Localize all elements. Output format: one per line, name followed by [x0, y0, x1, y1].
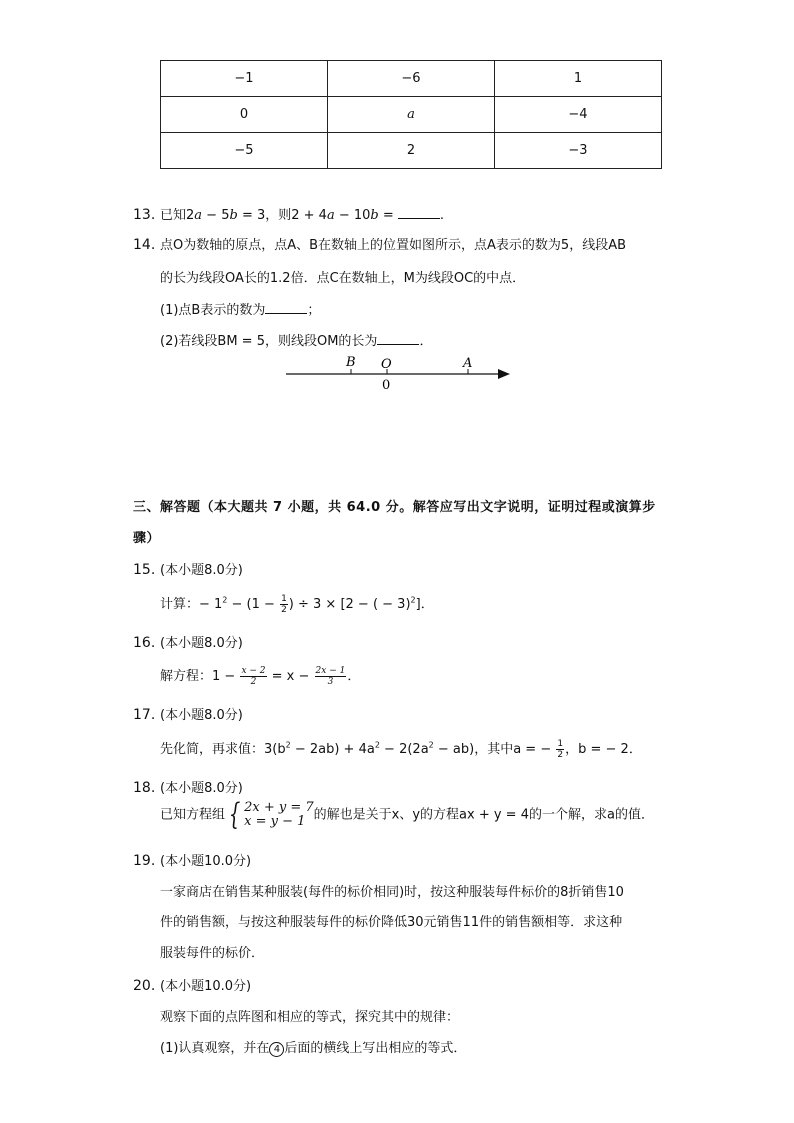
- arrow-head-icon: [498, 369, 510, 379]
- table-cell: 0: [161, 97, 328, 133]
- question-text: 一家商店在销售某种服装(每件的标价相同)时，按这种服装每件标价的8折销售10: [160, 885, 624, 900]
- table-row: [161, 133, 662, 169]
- question-13: 13. 已知2a − 5b = 3，则2 + 4a − 10b = .: [133, 207, 445, 223]
- section-heading-cont: 骤）: [133, 531, 161, 546]
- question-number: 13.: [133, 207, 156, 223]
- question-text: 观察下面的点阵图和相应的等式，探究其中的规律：: [160, 1010, 460, 1025]
- question-number: 15.: [133, 562, 156, 578]
- sub-question-1: (1)点B表示的数为 ；: [160, 303, 321, 318]
- table-cell: 1: [495, 61, 662, 97]
- score-label: (本小题8.0分): [160, 636, 243, 651]
- value-table: [160, 60, 662, 169]
- score-label: (本小题8.0分): [160, 708, 243, 723]
- question-20-header: [133, 975, 251, 994]
- score-label: (本小题10.0分): [160, 979, 252, 994]
- sub-question-2: (2)若线段BM = 5，则线段OM的长为 ．: [160, 334, 433, 349]
- point-label-b: B: [346, 355, 356, 370]
- question-text: 件的销售额，与按这种服装每件的标价降低30元销售11件的销售额相等．求这种: [160, 915, 623, 930]
- fraction: $\frac{x - 2}{2}$: [241, 666, 266, 687]
- sub-question-1: (1)认真观察，并在 4 后面的横线上写出相应的等式．: [160, 1041, 467, 1056]
- table-row: [161, 61, 662, 97]
- question-number: 17.: [133, 707, 156, 723]
- question-19-header: [133, 850, 251, 869]
- question-18-header: [133, 777, 243, 796]
- question-16-header: [133, 632, 243, 651]
- table-cell: a: [328, 97, 495, 133]
- table-cell: 2: [328, 133, 495, 169]
- score-label: (本小题8.0分): [160, 563, 243, 578]
- question-15-header: [133, 559, 243, 578]
- answer-blank[interactable]: [265, 301, 307, 314]
- table-cell: −1: [161, 61, 328, 97]
- question-16-body: 解方程：1 − $\frac{x - 2}{2}$ = x − $\frac{2x - 1}{3}$ ．: [160, 666, 361, 687]
- score-label: (本小题10.0分): [160, 854, 252, 869]
- question-number: 14.: [133, 237, 156, 253]
- question-text: 的长为线段OA长的1.2倍．点C在数轴上，M为线段OC的中点．: [160, 271, 526, 286]
- table-cell: −5: [161, 133, 328, 169]
- question-text: 服装每件的标价．: [160, 946, 265, 961]
- table-cell: −4: [495, 97, 662, 133]
- number-line-figure: [280, 352, 520, 394]
- brace-icon: {: [228, 797, 241, 832]
- score-label: (本小题8.0分): [160, 781, 243, 796]
- table-cell: −6: [328, 61, 495, 97]
- question-text: 点O为数轴的原点，点A、B在数轴上的位置如图所示，点A表示的数为5，线段AB: [160, 238, 627, 253]
- table-row: [161, 97, 662, 133]
- section-heading: 三、解答题（本大题共 7 小题，共 64.0 分。解答应写出文字说明，证明过程或演算步: [133, 500, 656, 515]
- question-17-body: 先化简，再求值：$3(b^2 - 2ab) + 4a^2 - 2(2a^2 - ab)$，其中a = − $\frac{1}{2}$ ，b = − 2．: [160, 739, 642, 760]
- circled-number-icon: 4: [269, 1042, 284, 1057]
- origin-label: 0: [382, 378, 391, 393]
- question-15-body: 计算：− $1^2 - (1$ − $\frac{1}{2}$ ) ÷ 3 × [2 − ( − 3)$^2$]．: [160, 594, 434, 615]
- question-number: 19.: [133, 853, 156, 869]
- question-number: 20.: [133, 978, 156, 994]
- fraction: $\frac{1}{2}$: [557, 739, 564, 760]
- point-label-a: A: [463, 356, 473, 371]
- question-17-header: [133, 704, 243, 723]
- question-number: 18.: [133, 780, 156, 796]
- answer-blank[interactable]: [398, 206, 440, 219]
- answer-blank[interactable]: [377, 332, 419, 345]
- fraction: $\frac{1}{2}$: [281, 594, 287, 615]
- fraction: $\frac{2x - 1}{3}$: [315, 666, 346, 687]
- question-18-body: 已知方程组 { 2x + y = 7 x = y − 1 的解也是关于x、y的方程ax + y = 4的一个解，求a的值．: [160, 797, 654, 832]
- question-number: 16.: [133, 635, 156, 651]
- equation-system: { 2x + y = 7 x = y − 1: [228, 797, 314, 832]
- point-label-o: O: [381, 357, 392, 372]
- question-14: [133, 234, 626, 253]
- table-cell: −3: [495, 133, 662, 169]
